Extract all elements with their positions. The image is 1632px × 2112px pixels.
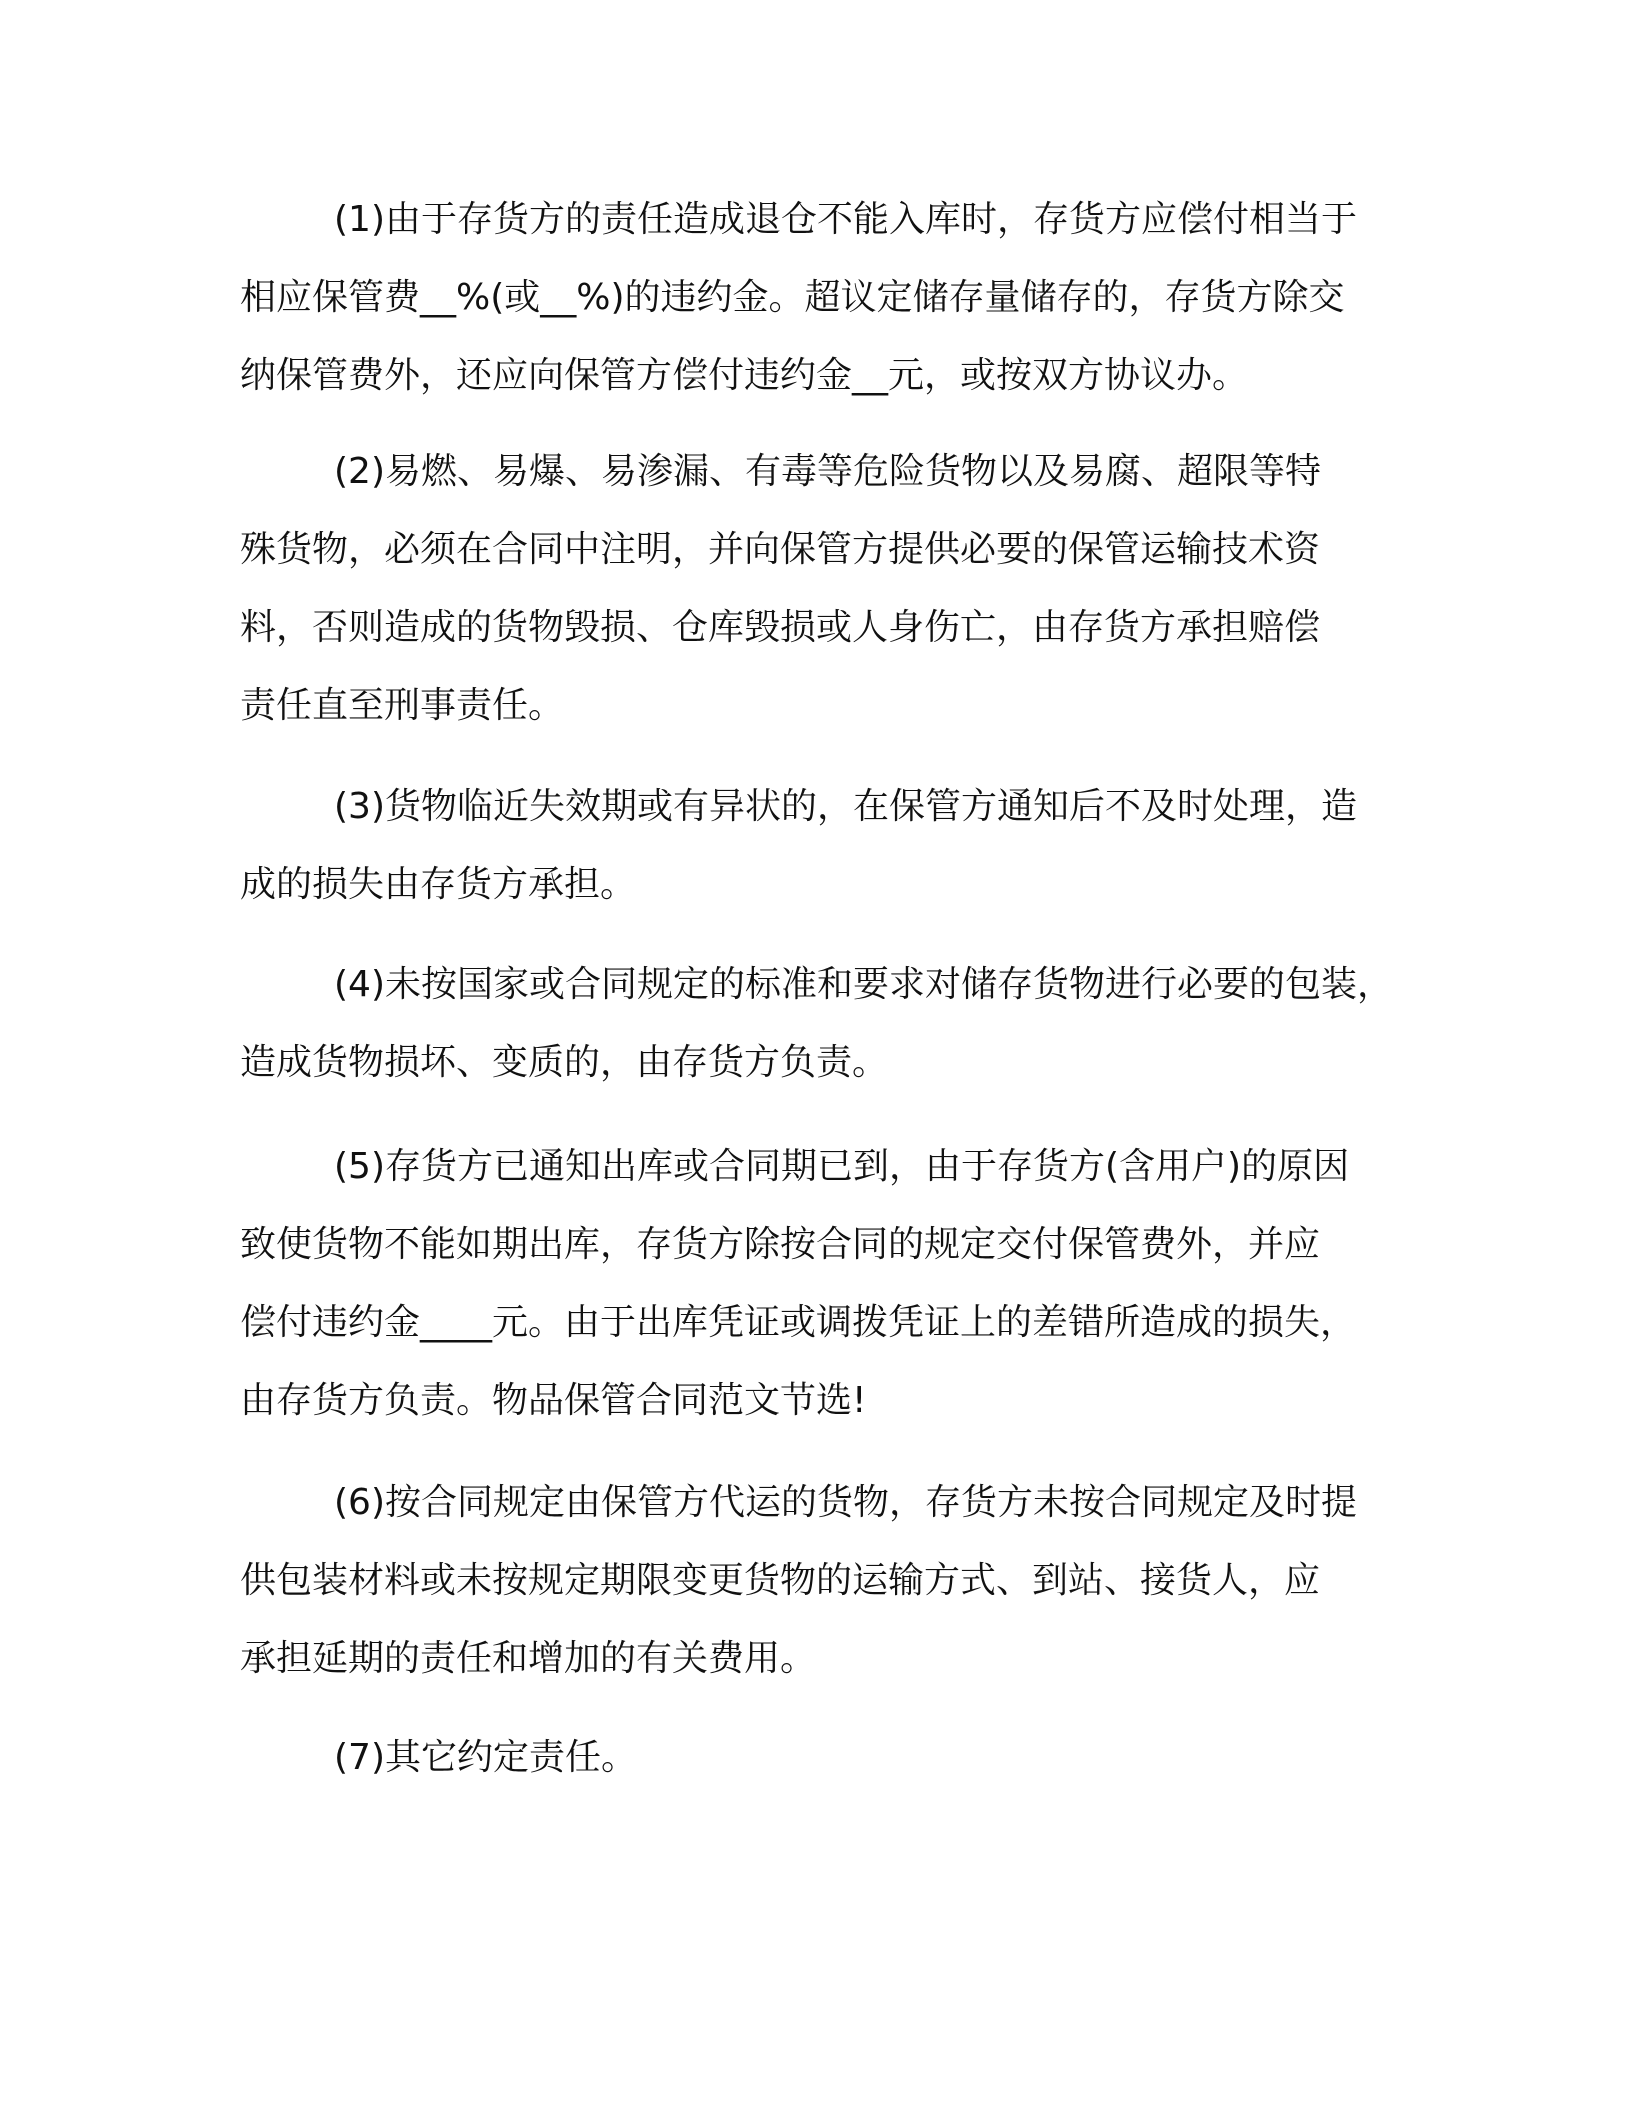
paragraph-line: 供包装材料或未按规定期限变更货物的运输方式、到站、接货人，应 [240, 1560, 1321, 1601]
paragraph-line: (1)由于存货方的责任造成退仓不能入库时，存货方应偿付相当于 [334, 199, 1357, 240]
paragraph-line: (4)未按国家或合同规定的标准和要求对储存货物进行必要的包装， [334, 964, 1393, 1005]
paragraph-line: 由存货方负责。物品保管合同范文节选! [240, 1380, 867, 1421]
paragraph-line: 责任直至刑事责任。 [240, 685, 565, 726]
paragraph-line: 造成货物损坏、变质的，由存货方负责。 [240, 1042, 889, 1083]
paragraph-line: (6)按合同规定由保管方代运的货物，存货方未按合同规定及时提 [334, 1482, 1357, 1523]
paragraph-line: 致使货物不能如期出库，存货方除按合同的规定交付保管费外，并应 [240, 1224, 1321, 1265]
paragraph-line: 料，否则造成的货物毁损、仓库毁损或人身伤亡，由存货方承担赔偿 [240, 607, 1321, 648]
paragraph-line: (3)货物临近失效期或有异状的，在保管方通知后不及时处理，造 [334, 786, 1357, 827]
paragraph-line: 纳保管费外，还应向保管方偿付违约金__元，或按双方协议办。 [240, 355, 1249, 396]
paragraph-line: 偿付违约金____元。由于出库凭证或调拨凭证上的差错所造成的损失， [240, 1302, 1357, 1343]
paragraph-line: 相应保管费__%(或__%)的违约金。超议定储存量储存的，存货方除交 [240, 277, 1345, 318]
paragraph-line: 成的损失由存货方承担。 [240, 864, 637, 905]
paragraph-line: (7)其它约定责任。 [334, 1737, 637, 1778]
paragraph-line: (2)易燃、易爆、易渗漏、有毒等危险货物以及易腐、超限等特 [334, 451, 1321, 492]
paragraph-line: 承担延期的责任和增加的有关费用。 [240, 1638, 817, 1679]
paragraph-line: 殊货物，必须在合同中注明，并向保管方提供必要的保管运输技术资 [240, 529, 1321, 570]
paragraph-line: (5)存货方已通知出库或合同期已到，由于存货方(含用户)的原因 [334, 1146, 1350, 1187]
